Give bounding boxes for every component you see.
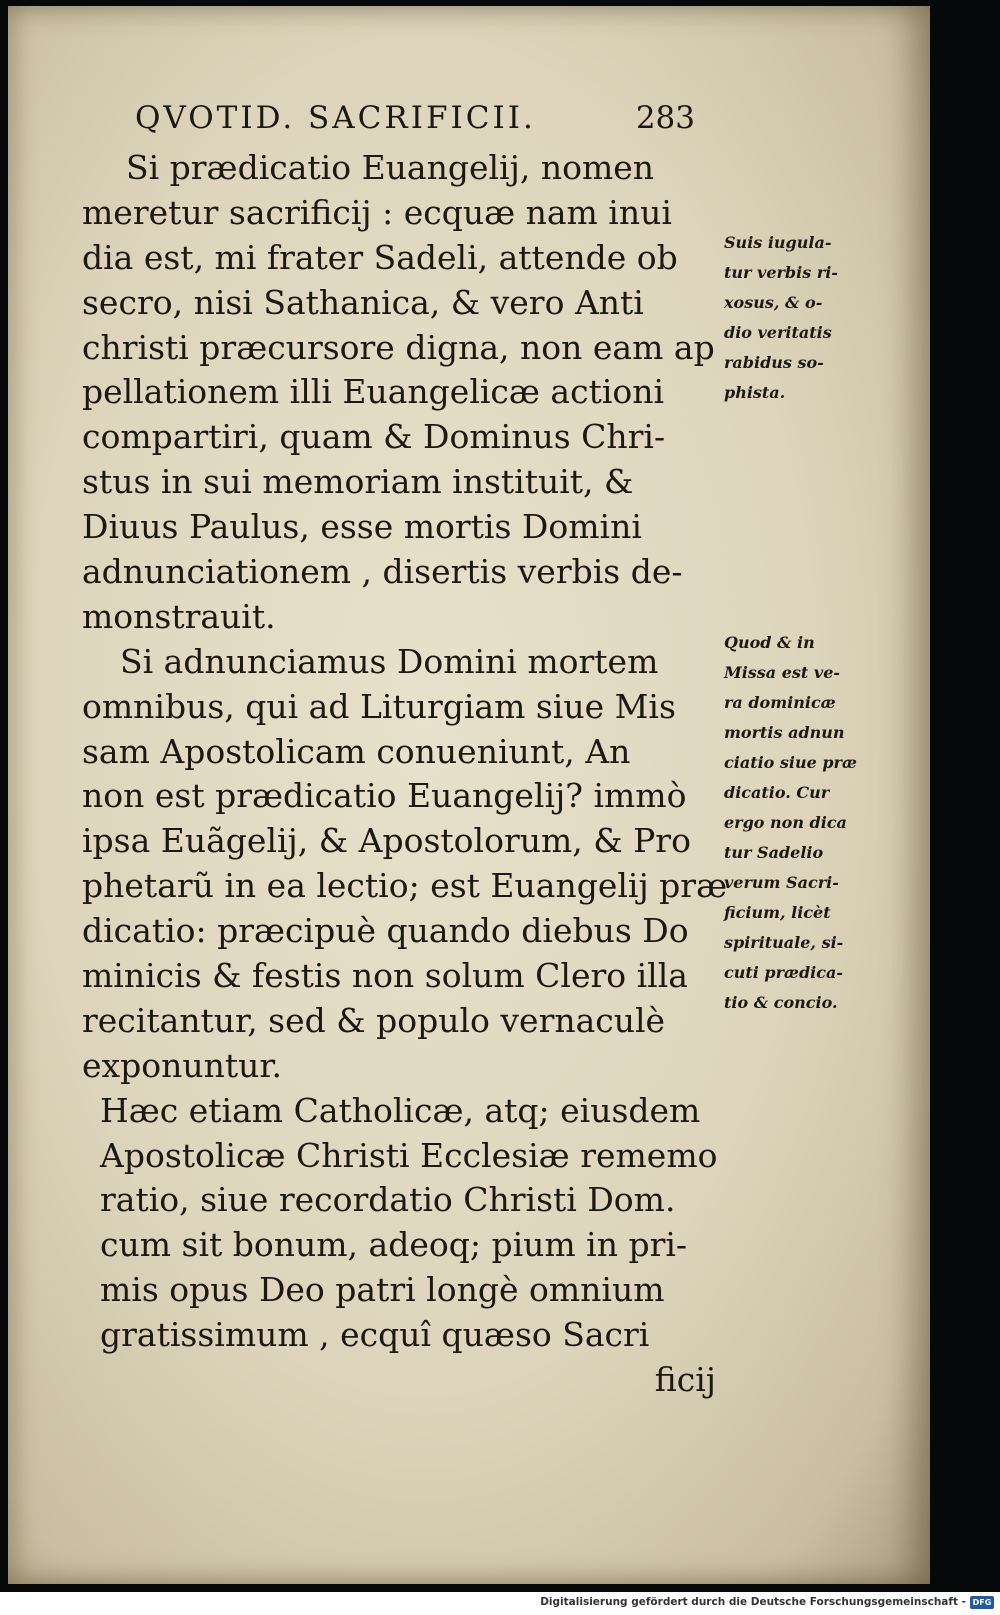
margin-note-line: xosus, & o-	[724, 293, 823, 312]
text-line: omnibus, qui ad Liturgiam siue Mis	[82, 686, 676, 726]
text-line: Hæc etiam Catholicæ, atq; eiusdem	[100, 1090, 701, 1130]
margin-note-1	[724, 228, 894, 408]
main-text	[82, 146, 728, 1403]
text-line: recitantur, sed & populo vernaculè	[82, 1000, 666, 1040]
text-line: dia est, mi frater Sadeli, attende ob	[82, 237, 678, 277]
running-header	[135, 100, 695, 144]
margin-note-line: ergo non dica	[724, 813, 847, 832]
catchword: ficij	[654, 1360, 716, 1400]
text-line: Si prædicatio Euangelij, nomen	[126, 148, 655, 187]
margin-note-line: tur verbis ri-	[724, 263, 838, 282]
text-line: Apostolicæ Christi Ecclesiæ rememo	[100, 1135, 718, 1175]
text-line: cum sit bonum, adeoq; pium in pri-	[100, 1225, 688, 1265]
text-line: sam Apostolicam conueniunt, An	[82, 731, 631, 771]
text-line: monstrauit.	[82, 596, 276, 636]
margin-note-line: cuti prædica-	[724, 963, 843, 982]
text-line: ratio, siue recordatio Christi Dom.	[100, 1180, 676, 1220]
text-line: non est prædicatio Euangelij? immò	[82, 776, 687, 816]
margin-note-line: tio & concio.	[724, 993, 838, 1012]
text-line: exponuntur.	[82, 1045, 283, 1085]
text-line: gratissimum , ecquî quæso Sacri	[100, 1315, 650, 1355]
margin-note-line: Quod & in	[724, 633, 815, 652]
text-line: mis opus Deo patri longè omnium	[100, 1270, 665, 1310]
text-line: secro, nisi Sathanica, & vero Anti	[82, 282, 644, 322]
text-line: christi præcursore digna, non eam ap	[82, 327, 715, 367]
footer-credit: Digitalisierung gefördert durch die Deutsche Forschungsgemeinschaft -	[540, 1596, 966, 1608]
text-line: stus in sui memoriam instituit, &	[82, 462, 634, 502]
margin-note-line: verum Sacri-	[724, 873, 839, 892]
text-line: minicis & festis non solum Clero illa	[82, 956, 688, 996]
footer-bar	[0, 1592, 1000, 1615]
dfg-logo-icon: DFG	[970, 1596, 994, 1609]
text-line: phetarũ in ea lectio; est Euangelij præ	[82, 866, 728, 906]
margin-note-line: ra dominicæ	[724, 693, 836, 712]
text-line: meretur sacrificij : ecquæ nam inui	[82, 192, 672, 232]
page-number: 283	[635, 100, 695, 136]
text-line: dicatio: præcipuè quando diebus Do	[82, 911, 689, 951]
margin-note-line: spirituale, si-	[724, 933, 844, 952]
margin-note-line: Missa est ve-	[724, 663, 841, 682]
margin-note-line: Suis iugula-	[724, 233, 832, 252]
margin-note-line: dio veritatis	[724, 323, 832, 342]
margin-note-line: tur Sadelio	[724, 843, 824, 862]
margin-note-line: phista.	[724, 383, 786, 402]
margin-note-line: ficium, licèt	[724, 903, 831, 922]
text-line: ipsa Euãgelij, & Apostolorum, & Pro	[82, 821, 691, 861]
margin-note-2	[724, 628, 894, 1018]
text-line: Diuus Paulus, esse mortis Domini	[82, 507, 642, 547]
margin-note-line: mortis adnun	[724, 723, 845, 742]
margin-note-line: rabidus so-	[724, 353, 824, 372]
text-line: pellationem illi Euangelicæ actioni	[82, 372, 665, 412]
text-line: adnunciationem , disertis verbis de-	[82, 552, 683, 592]
text-line: compartiri, quam & Dominus Chri-	[82, 417, 666, 457]
margin-note-line: ciatio siue præ	[724, 753, 857, 772]
running-title: QVOTID. SACRIFICII.	[135, 100, 536, 136]
text-line: Si adnunciamus Domini mortem	[120, 641, 659, 681]
margin-note-line: dicatio. Cur	[724, 783, 830, 802]
